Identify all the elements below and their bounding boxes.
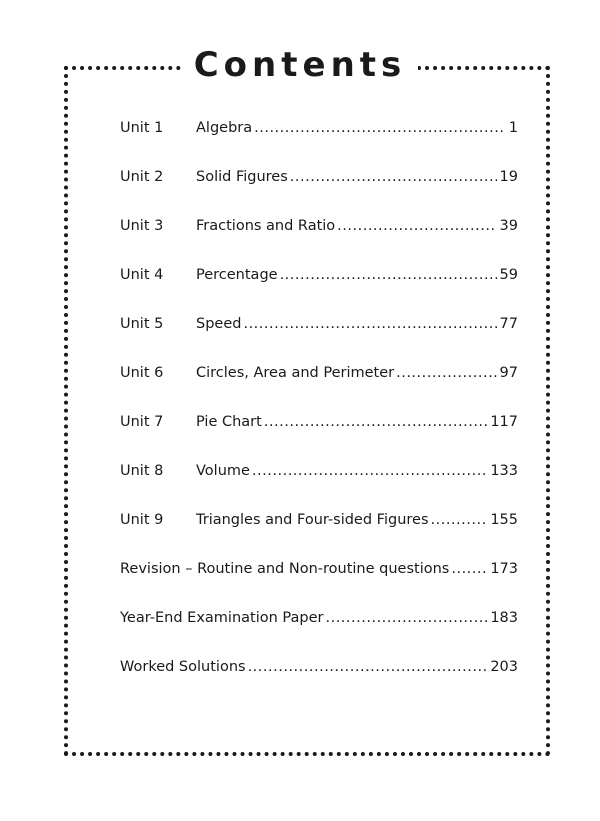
toc-page-number: 59 bbox=[499, 267, 518, 283]
toc-entry-unit-1[interactable] bbox=[120, 118, 518, 167]
dot-leader bbox=[280, 265, 497, 285]
toc-entry-unit-7[interactable] bbox=[120, 412, 518, 461]
toc-unit-label: Unit 3 bbox=[120, 218, 164, 234]
toc-page-number: 39 bbox=[499, 218, 518, 234]
toc-unit-label: Unit 2 bbox=[120, 169, 164, 185]
toc-page-number: 77 bbox=[499, 316, 518, 332]
title-wrapper bbox=[0, 44, 600, 86]
toc-entry-unit-9[interactable] bbox=[120, 510, 518, 559]
toc-page-number: 117 bbox=[490, 414, 518, 430]
dot-leader bbox=[252, 461, 487, 481]
toc-entry-unit-3[interactable] bbox=[120, 216, 518, 265]
toc-entry-title: Percentage bbox=[196, 267, 278, 283]
dot-leader bbox=[248, 657, 488, 677]
dot-leader bbox=[337, 216, 496, 236]
toc-entry-unit-6[interactable] bbox=[120, 363, 518, 412]
toc-entry-title: Algebra bbox=[196, 120, 253, 136]
toc-entry-title: Circles, Area and Perimeter bbox=[196, 365, 395, 381]
dot-leader bbox=[431, 510, 488, 530]
toc-unit-label: Unit 6 bbox=[120, 365, 164, 381]
toc-page-number: 203 bbox=[490, 659, 518, 675]
toc-unit-label: Unit 9 bbox=[120, 512, 164, 528]
toc-page-number: 97 bbox=[499, 365, 518, 381]
toc-page-number: 1 bbox=[508, 120, 518, 136]
toc-page-number: 19 bbox=[499, 169, 518, 185]
dot-leader bbox=[290, 167, 497, 187]
dot-leader bbox=[451, 559, 487, 579]
toc-entry-unit-4[interactable] bbox=[120, 265, 518, 314]
dot-leader bbox=[254, 118, 506, 138]
toc-page-number: 183 bbox=[490, 610, 518, 626]
toc-entry-title: Year-End Examination Paper bbox=[120, 610, 324, 626]
toc-page-number: 133 bbox=[490, 463, 518, 479]
toc-entry-worked-solutions[interactable] bbox=[120, 657, 518, 706]
toc-entry-title: Fractions and Ratio bbox=[196, 218, 336, 234]
toc-entry-title: Revision – Routine and Non-routine questions bbox=[120, 561, 450, 577]
toc-entry-unit-8[interactable] bbox=[120, 461, 518, 510]
toc-entry-title: Volume bbox=[196, 463, 250, 479]
dot-leader bbox=[325, 608, 487, 628]
dot-leader bbox=[243, 314, 496, 334]
toc-entry-title: Pie Chart bbox=[196, 414, 262, 430]
toc-unit-label: Unit 8 bbox=[120, 463, 164, 479]
toc-entry-title: Worked Solutions bbox=[120, 659, 246, 675]
dot-leader bbox=[396, 363, 496, 383]
toc-unit-label: Unit 5 bbox=[120, 316, 164, 332]
toc-entry-revision[interactable] bbox=[120, 559, 518, 608]
toc-page-number: 173 bbox=[490, 561, 518, 577]
toc-unit-label: Unit 1 bbox=[120, 120, 164, 136]
toc-entry-unit-2[interactable] bbox=[120, 167, 518, 216]
toc-entry-year-end-exam[interactable] bbox=[120, 608, 518, 657]
toc-entry-title: Triangles and Four-sided Figures bbox=[196, 512, 429, 528]
table-of-contents bbox=[120, 118, 518, 706]
toc-entry-unit-5[interactable] bbox=[120, 314, 518, 363]
toc-unit-label: Unit 7 bbox=[120, 414, 164, 430]
toc-entry-title: Speed bbox=[196, 316, 242, 332]
toc-unit-label: Unit 4 bbox=[120, 267, 164, 283]
page-title: Contents bbox=[182, 44, 419, 86]
toc-entry-title: Solid Figures bbox=[196, 169, 288, 185]
dot-leader bbox=[264, 412, 487, 432]
toc-page-number: 155 bbox=[490, 512, 518, 528]
